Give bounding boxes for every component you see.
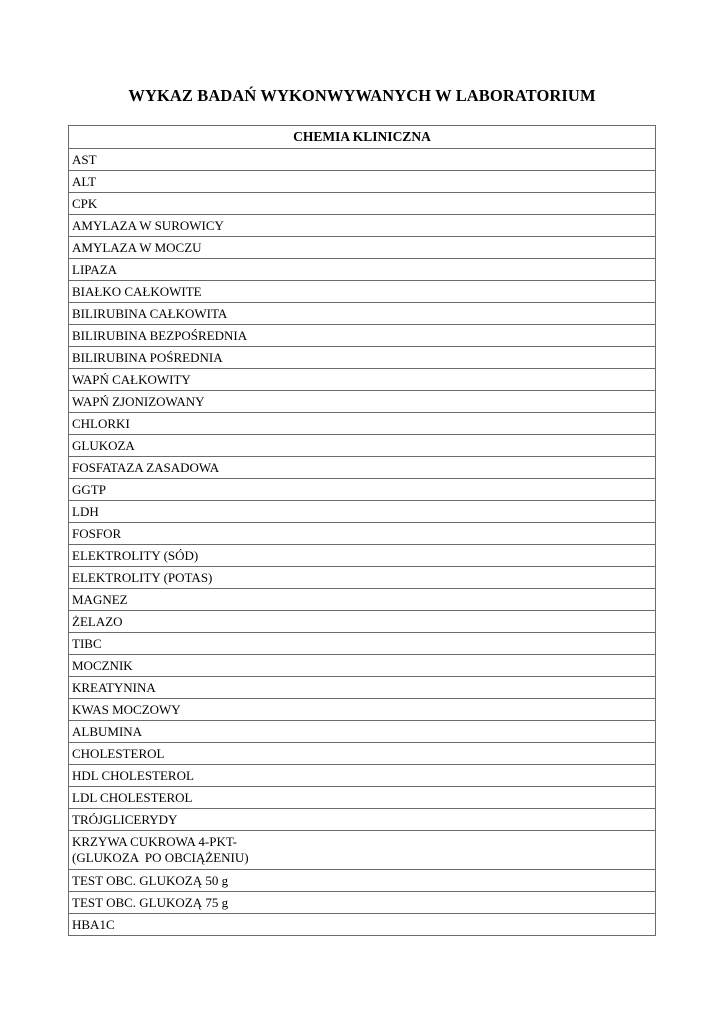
table-row — [69, 545, 656, 567]
table-row — [69, 215, 656, 237]
test-name-cell: BIAŁKO CAŁKOWITE — [69, 281, 656, 303]
test-name-cell: AMYLAZA W SUROWICY — [69, 215, 656, 237]
test-name-cell: LIPAZA — [69, 259, 656, 281]
table-row — [69, 303, 656, 325]
test-name-cell: AMYLAZA W MOCZU — [69, 237, 656, 259]
table-row — [69, 677, 656, 699]
section-header: CHEMIA KLINICZNA — [69, 126, 656, 149]
test-name-cell — [69, 831, 656, 870]
table-row — [69, 633, 656, 655]
test-name-cell: MOCZNIK — [69, 655, 656, 677]
test-name-cell: TRÓJGLICERYDY — [69, 809, 656, 831]
table-row — [69, 721, 656, 743]
table-row — [69, 765, 656, 787]
table-row — [69, 743, 656, 765]
test-name-cell: BILIRUBINA CAŁKOWITA — [69, 303, 656, 325]
table-row — [69, 325, 656, 347]
table-row — [69, 457, 656, 479]
test-name-cell: TIBC — [69, 633, 656, 655]
test-name-cell: ELEKTROLITY (SÓD) — [69, 545, 656, 567]
table-row — [69, 809, 656, 831]
test-name-cell: ELEKTROLITY (POTAS) — [69, 567, 656, 589]
table-row — [69, 237, 656, 259]
page-title: WYKAZ BADAŃ WYKONWYWANYCH W LABORATORIUM — [128, 86, 596, 105]
test-name-cell: KWAS MOCZOWY — [69, 699, 656, 721]
test-name-line: KRZYWA CUKROWA 4-PKT- — [72, 834, 237, 849]
table-row — [69, 149, 656, 171]
table-row — [69, 369, 656, 391]
test-name-cell: ŻELAZO — [69, 611, 656, 633]
table-row — [69, 479, 656, 501]
test-name-cell: HBA1C — [69, 914, 656, 936]
table-row — [69, 193, 656, 215]
test-name-cell: LDL CHOLESTEROL — [69, 787, 656, 809]
test-name-cell: CHLORKI — [69, 413, 656, 435]
table-row — [69, 914, 656, 936]
table-row — [69, 567, 656, 589]
table-row — [69, 699, 656, 721]
table-row — [69, 413, 656, 435]
table-row — [69, 259, 656, 281]
test-name-cell: ALBUMINA — [69, 721, 656, 743]
test-name-cell: MAGNEZ — [69, 589, 656, 611]
test-name-cell: FOSFOR — [69, 523, 656, 545]
table-row — [69, 589, 656, 611]
test-name-cell: GLUKOZA — [69, 435, 656, 457]
table-row — [69, 892, 656, 914]
test-name-cell: HDL CHOLESTEROL — [69, 765, 656, 787]
table-row — [69, 787, 656, 809]
test-name-cell: TEST OBC. GLUKOZĄ 50 g — [69, 870, 656, 892]
table-row — [69, 501, 656, 523]
test-name-cell: ALT — [69, 171, 656, 193]
table-row — [69, 391, 656, 413]
table-row — [69, 281, 656, 303]
test-name-cell: GGTP — [69, 479, 656, 501]
test-name-cell: WAPŃ CAŁKOWITY — [69, 369, 656, 391]
lab-tests-table — [68, 125, 656, 936]
table-row — [69, 870, 656, 892]
test-name-cell: CHOLESTEROL — [69, 743, 656, 765]
test-name-cell: KREATYNINA — [69, 677, 656, 699]
table-row — [69, 347, 656, 369]
table-row — [69, 611, 656, 633]
test-name-cell: LDH — [69, 501, 656, 523]
table-row — [69, 523, 656, 545]
test-name-cell: CPK — [69, 193, 656, 215]
test-name-cell: WAPŃ ZJONIZOWANY — [69, 391, 656, 413]
table-row — [69, 831, 656, 870]
table-header-row — [69, 126, 656, 149]
test-name-cell: FOSFATAZA ZASADOWA — [69, 457, 656, 479]
table-row — [69, 171, 656, 193]
test-name-cell: TEST OBC. GLUKOZĄ 75 g — [69, 892, 656, 914]
table-row — [69, 435, 656, 457]
test-name-line: (GLUKOZA PO OBCIĄŻENIU) — [72, 850, 249, 865]
table-row — [69, 655, 656, 677]
test-name-cell: BILIRUBINA POŚREDNIA — [69, 347, 656, 369]
test-name-cell: BILIRUBINA BEZPOŚREDNIA — [69, 325, 656, 347]
test-name-cell: AST — [69, 149, 656, 171]
